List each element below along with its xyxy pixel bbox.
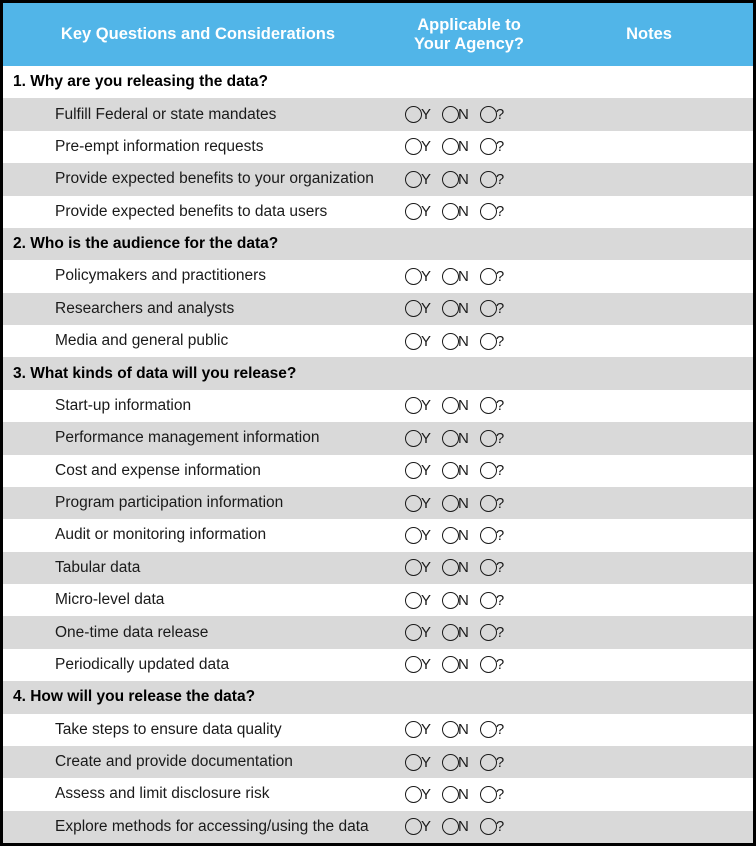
radio-option-label: ? — [495, 300, 505, 318]
section-header-row — [3, 357, 753, 389]
table-row — [3, 196, 753, 228]
radio-option-label: Y — [421, 818, 432, 836]
table-row — [3, 649, 753, 681]
radio-circle-icon[interactable] — [442, 786, 459, 803]
radio-circle-icon[interactable] — [442, 818, 459, 835]
radio-circle-icon[interactable] — [405, 495, 422, 512]
radio-option-no[interactable] — [442, 527, 469, 544]
radio-option-yes[interactable] — [405, 786, 431, 803]
radio-option-label: ? — [495, 203, 505, 221]
table-row — [3, 519, 753, 551]
radio-option-no[interactable] — [442, 462, 469, 479]
radio-option-label: ? — [495, 462, 505, 480]
radio-option-label: Y — [421, 753, 432, 771]
radio-option-label: ? — [495, 721, 505, 739]
radio-circle-icon[interactable] — [405, 559, 422, 576]
radio-option-label: ? — [495, 494, 505, 512]
radio-option-unsure[interactable] — [480, 106, 504, 123]
radio-option-unsure[interactable] — [480, 138, 504, 155]
radio-circle-icon[interactable] — [480, 397, 497, 414]
radio-circle-icon[interactable] — [480, 203, 497, 220]
radio-option-label: Y — [421, 138, 432, 156]
radio-option-label: Y — [421, 300, 432, 318]
radio-circle-icon[interactable] — [405, 527, 422, 544]
column-header-applicable-line1: Applicable to — [417, 15, 521, 34]
radio-option-label: N — [458, 818, 469, 836]
radio-option-label: ? — [495, 106, 505, 124]
item-label: Take steps to ensure data quality — [55, 720, 282, 738]
radio-option-no[interactable] — [442, 754, 469, 771]
radio-circle-icon[interactable] — [405, 754, 422, 771]
table-row — [3, 131, 753, 163]
radio-option-label: N — [458, 300, 469, 318]
radio-option-yes[interactable] — [405, 527, 431, 544]
radio-option-unsure[interactable] — [480, 754, 504, 771]
radio-option-label: Y — [421, 462, 432, 480]
item-label: Provide expected benefits to your organization — [55, 170, 374, 188]
radio-option-no[interactable] — [442, 268, 469, 285]
section-title: 1. Why are you releasing the data? — [13, 73, 268, 91]
item-label: Micro-level data — [55, 591, 165, 609]
radio-option-unsure[interactable] — [480, 462, 504, 479]
radio-option-label: Y — [421, 106, 432, 124]
radio-circle-icon[interactable] — [405, 268, 422, 285]
column-header-applicable-line2: Your Agency? — [413, 34, 524, 53]
item-label: One-time data release — [55, 623, 209, 641]
radio-option-yes[interactable] — [405, 106, 431, 123]
radio-circle-icon[interactable] — [480, 495, 497, 512]
radio-circle-icon[interactable] — [480, 624, 497, 641]
applicable-cell — [393, 106, 545, 123]
radio-circle-icon[interactable] — [480, 721, 497, 738]
radio-option-unsure[interactable] — [480, 397, 504, 414]
item-label: Researchers and analysts — [55, 299, 235, 317]
radio-option-label: Y — [421, 203, 432, 221]
radio-circle-icon[interactable] — [480, 300, 497, 317]
radio-option-label: Y — [421, 624, 432, 642]
radio-option-yes[interactable] — [405, 818, 431, 835]
radio-option-label: ? — [495, 559, 505, 577]
table-row — [3, 487, 753, 519]
table-row — [3, 552, 753, 584]
radio-option-label: N — [458, 106, 469, 124]
radio-option-label: Y — [421, 170, 432, 188]
radio-circle-icon[interactable] — [480, 592, 497, 609]
radio-option-no[interactable] — [442, 592, 469, 609]
radio-circle-icon[interactable] — [442, 624, 459, 641]
table-row — [3, 390, 753, 422]
item-label: Assess and limit disclosure risk — [55, 785, 270, 803]
radio-circle-icon[interactable] — [405, 300, 422, 317]
section-header-row — [3, 66, 753, 98]
radio-option-yes[interactable] — [405, 300, 431, 317]
item-label: Audit or monitoring information — [55, 526, 267, 544]
item-label: Provide expected benefits to data users — [55, 202, 328, 220]
item-label: Policymakers and practitioners — [55, 267, 267, 285]
radio-circle-icon[interactable] — [442, 656, 459, 673]
radio-option-yes[interactable] — [405, 656, 431, 673]
radio-option-no[interactable] — [442, 333, 469, 350]
radio-option-label: Y — [421, 526, 432, 544]
table-row — [3, 746, 753, 778]
radio-circle-icon[interactable] — [480, 786, 497, 803]
applicable-cell — [393, 721, 545, 738]
table-row — [3, 811, 753, 843]
radio-circle-icon[interactable] — [442, 106, 459, 123]
radio-option-label: Y — [421, 494, 432, 512]
radio-option-label: N — [458, 494, 469, 512]
table-body — [3, 66, 753, 843]
section-title: 4. How will you release the data? — [13, 688, 256, 706]
radio-option-label: N — [458, 559, 469, 577]
radio-option-unsure[interactable] — [480, 656, 504, 673]
item-label: Fulfill Federal or state mandates — [55, 105, 277, 123]
radio-option-yes[interactable] — [405, 397, 431, 414]
applicable-cell — [393, 268, 545, 285]
radio-circle-icon[interactable] — [405, 171, 422, 188]
radio-circle-icon[interactable] — [480, 818, 497, 835]
item-label: Media and general public — [55, 332, 229, 350]
radio-option-label: Y — [421, 559, 432, 577]
radio-option-yes[interactable] — [405, 462, 431, 479]
radio-circle-icon[interactable] — [480, 171, 497, 188]
radio-option-yes[interactable] — [405, 592, 431, 609]
radio-option-unsure[interactable] — [480, 559, 504, 576]
radio-circle-icon[interactable] — [442, 721, 459, 738]
applicable-cell — [393, 333, 545, 350]
radio-circle-icon[interactable] — [405, 430, 422, 447]
table-row — [3, 422, 753, 454]
radio-option-label: ? — [495, 753, 505, 771]
radio-circle-icon[interactable] — [405, 721, 422, 738]
radio-circle-icon[interactable] — [442, 430, 459, 447]
radio-circle-icon[interactable] — [442, 138, 459, 155]
table-row — [3, 455, 753, 487]
radio-option-label: N — [458, 656, 469, 674]
radio-option-label: ? — [495, 624, 505, 642]
radio-circle-icon[interactable] — [442, 495, 459, 512]
radio-option-unsure[interactable] — [480, 624, 504, 641]
radio-circle-icon[interactable] — [442, 171, 459, 188]
radio-circle-icon[interactable] — [442, 203, 459, 220]
radio-option-label: ? — [495, 785, 505, 803]
applicable-cell — [393, 462, 545, 479]
radio-option-label: ? — [495, 267, 505, 285]
radio-circle-icon[interactable] — [442, 397, 459, 414]
applicable-cell — [393, 656, 545, 673]
radio-option-unsure[interactable] — [480, 592, 504, 609]
radio-option-label: N — [458, 397, 469, 415]
radio-circle-icon[interactable] — [405, 624, 422, 641]
table-header-row — [3, 3, 753, 66]
radio-option-no[interactable] — [442, 397, 469, 414]
radio-circle-icon[interactable] — [442, 754, 459, 771]
applicable-cell — [393, 300, 545, 317]
radio-option-label: ? — [495, 526, 505, 544]
radio-option-label: Y — [421, 267, 432, 285]
applicable-cell — [393, 495, 545, 512]
section-header-row — [3, 681, 753, 713]
radio-circle-icon[interactable] — [480, 138, 497, 155]
radio-circle-icon[interactable] — [405, 786, 422, 803]
radio-circle-icon[interactable] — [405, 462, 422, 479]
table-row — [3, 260, 753, 292]
radio-option-yes[interactable] — [405, 430, 431, 447]
radio-option-no[interactable] — [442, 106, 469, 123]
radio-option-unsure[interactable] — [480, 786, 504, 803]
radio-circle-icon[interactable] — [480, 106, 497, 123]
radio-circle-icon[interactable] — [480, 462, 497, 479]
radio-circle-icon[interactable] — [405, 106, 422, 123]
radio-option-label: Y — [421, 332, 432, 350]
table-row — [3, 778, 753, 810]
radio-circle-icon[interactable] — [442, 300, 459, 317]
radio-option-label: ? — [495, 591, 505, 609]
radio-circle-icon[interactable] — [442, 462, 459, 479]
radio-option-unsure[interactable] — [480, 495, 504, 512]
item-label: Start-up information — [55, 396, 192, 414]
radio-circle-icon[interactable] — [405, 656, 422, 673]
radio-option-label: ? — [495, 138, 505, 156]
applicable-cell — [393, 559, 545, 576]
radio-option-label: N — [458, 753, 469, 771]
radio-circle-icon[interactable] — [480, 754, 497, 771]
radio-circle-icon[interactable] — [405, 333, 422, 350]
table-row — [3, 325, 753, 357]
table-row — [3, 163, 753, 195]
radio-option-yes[interactable] — [405, 495, 431, 512]
section-title: 3. What kinds of data will you release? — [13, 364, 297, 382]
section-header-row — [3, 228, 753, 260]
radio-option-label: N — [458, 591, 469, 609]
radio-option-unsure[interactable] — [480, 268, 504, 285]
radio-option-no[interactable] — [442, 818, 469, 835]
radio-option-yes[interactable] — [405, 138, 431, 155]
radio-option-label: N — [458, 267, 469, 285]
applicable-cell — [393, 397, 545, 414]
radio-option-label: N — [458, 785, 469, 803]
radio-circle-icon[interactable] — [480, 559, 497, 576]
radio-circle-icon[interactable] — [480, 268, 497, 285]
radio-option-label: N — [458, 332, 469, 350]
radio-option-label: N — [458, 138, 469, 156]
item-label: Create and provide documentation — [55, 753, 293, 771]
radio-option-unsure[interactable] — [480, 171, 504, 188]
item-label: Cost and expense information — [55, 461, 261, 479]
radio-circle-icon[interactable] — [480, 430, 497, 447]
radio-option-no[interactable] — [442, 624, 469, 641]
radio-option-label: N — [458, 429, 469, 447]
table-row — [3, 616, 753, 648]
radio-option-no[interactable] — [442, 430, 469, 447]
radio-circle-icon[interactable] — [405, 592, 422, 609]
applicable-cell — [393, 786, 545, 803]
radio-option-label: Y — [421, 656, 432, 674]
applicable-cell — [393, 754, 545, 771]
radio-circle-icon[interactable] — [405, 397, 422, 414]
radio-circle-icon[interactable] — [442, 527, 459, 544]
radio-option-label: ? — [495, 170, 505, 188]
table-row — [3, 98, 753, 130]
radio-option-yes[interactable] — [405, 754, 431, 771]
radio-option-yes[interactable] — [405, 171, 431, 188]
column-header-questions: Key Questions and Considerations — [60, 25, 336, 43]
item-label: Tabular data — [55, 558, 141, 576]
radio-circle-icon[interactable] — [480, 527, 497, 544]
radio-option-label: ? — [495, 429, 505, 447]
radio-option-unsure[interactable] — [480, 527, 504, 544]
radio-circle-icon[interactable] — [480, 656, 497, 673]
radio-option-no[interactable] — [442, 203, 469, 220]
radio-option-no[interactable] — [442, 171, 469, 188]
radio-option-unsure[interactable] — [480, 203, 504, 220]
radio-option-label: N — [458, 203, 469, 221]
radio-option-yes[interactable] — [405, 624, 431, 641]
radio-option-label: ? — [495, 397, 505, 415]
radio-option-label: N — [458, 170, 469, 188]
radio-circle-icon[interactable] — [442, 559, 459, 576]
applicable-cell — [393, 592, 545, 609]
radio-circle-icon[interactable] — [442, 592, 459, 609]
radio-circle-icon[interactable] — [480, 333, 497, 350]
radio-option-no[interactable] — [442, 495, 469, 512]
radio-option-no[interactable] — [442, 786, 469, 803]
radio-option-label: Y — [421, 591, 432, 609]
item-label: Program participation information — [55, 494, 284, 512]
radio-option-label: ? — [495, 818, 505, 836]
radio-option-label: Y — [421, 429, 432, 447]
radio-option-label: N — [458, 526, 469, 544]
item-label: Performance management information — [55, 429, 320, 447]
radio-option-label: ? — [495, 332, 505, 350]
radio-option-unsure[interactable] — [480, 333, 504, 350]
applicable-cell — [393, 818, 545, 835]
radio-option-unsure[interactable] — [480, 818, 504, 835]
applicable-cell — [393, 171, 545, 188]
radio-option-no[interactable] — [442, 721, 469, 738]
radio-circle-icon[interactable] — [405, 818, 422, 835]
column-header-notes: Notes — [626, 25, 672, 43]
radio-option-no[interactable] — [442, 559, 469, 576]
table-row — [3, 584, 753, 616]
radio-option-yes[interactable] — [405, 721, 431, 738]
table-row — [3, 714, 753, 746]
radio-option-no[interactable] — [442, 138, 469, 155]
applicable-cell — [393, 527, 545, 544]
radio-option-label: ? — [495, 656, 505, 674]
radio-option-unsure[interactable] — [480, 721, 504, 738]
radio-circle-icon[interactable] — [405, 138, 422, 155]
radio-option-label: Y — [421, 721, 432, 739]
radio-option-yes[interactable] — [405, 203, 431, 220]
item-label: Explore methods for accessing/using the data — [55, 817, 369, 835]
applicable-cell — [393, 138, 545, 155]
radio-option-yes[interactable] — [405, 559, 431, 576]
table-row — [3, 293, 753, 325]
radio-option-unsure[interactable] — [480, 430, 504, 447]
item-label: Pre-empt information requests — [55, 137, 264, 155]
item-label: Periodically updated data — [55, 655, 230, 673]
radio-option-label: Y — [421, 785, 432, 803]
radio-option-no[interactable] — [442, 300, 469, 317]
applicable-cell — [393, 624, 545, 641]
radio-option-unsure[interactable] — [480, 300, 504, 317]
radio-circle-icon[interactable] — [442, 268, 459, 285]
radio-option-label: Y — [421, 397, 432, 415]
radio-option-no[interactable] — [442, 656, 469, 673]
applicable-cell — [393, 430, 545, 447]
radio-option-yes[interactable] — [405, 268, 431, 285]
applicable-cell — [393, 203, 545, 220]
column-header-applicable — [393, 16, 545, 54]
radio-circle-icon[interactable] — [405, 203, 422, 220]
section-title: 2. Who is the audience for the data? — [13, 235, 279, 253]
radio-option-label: N — [458, 624, 469, 642]
radio-option-yes[interactable] — [405, 333, 431, 350]
radio-option-label: N — [458, 462, 469, 480]
radio-option-label: N — [458, 721, 469, 739]
radio-circle-icon[interactable] — [442, 333, 459, 350]
